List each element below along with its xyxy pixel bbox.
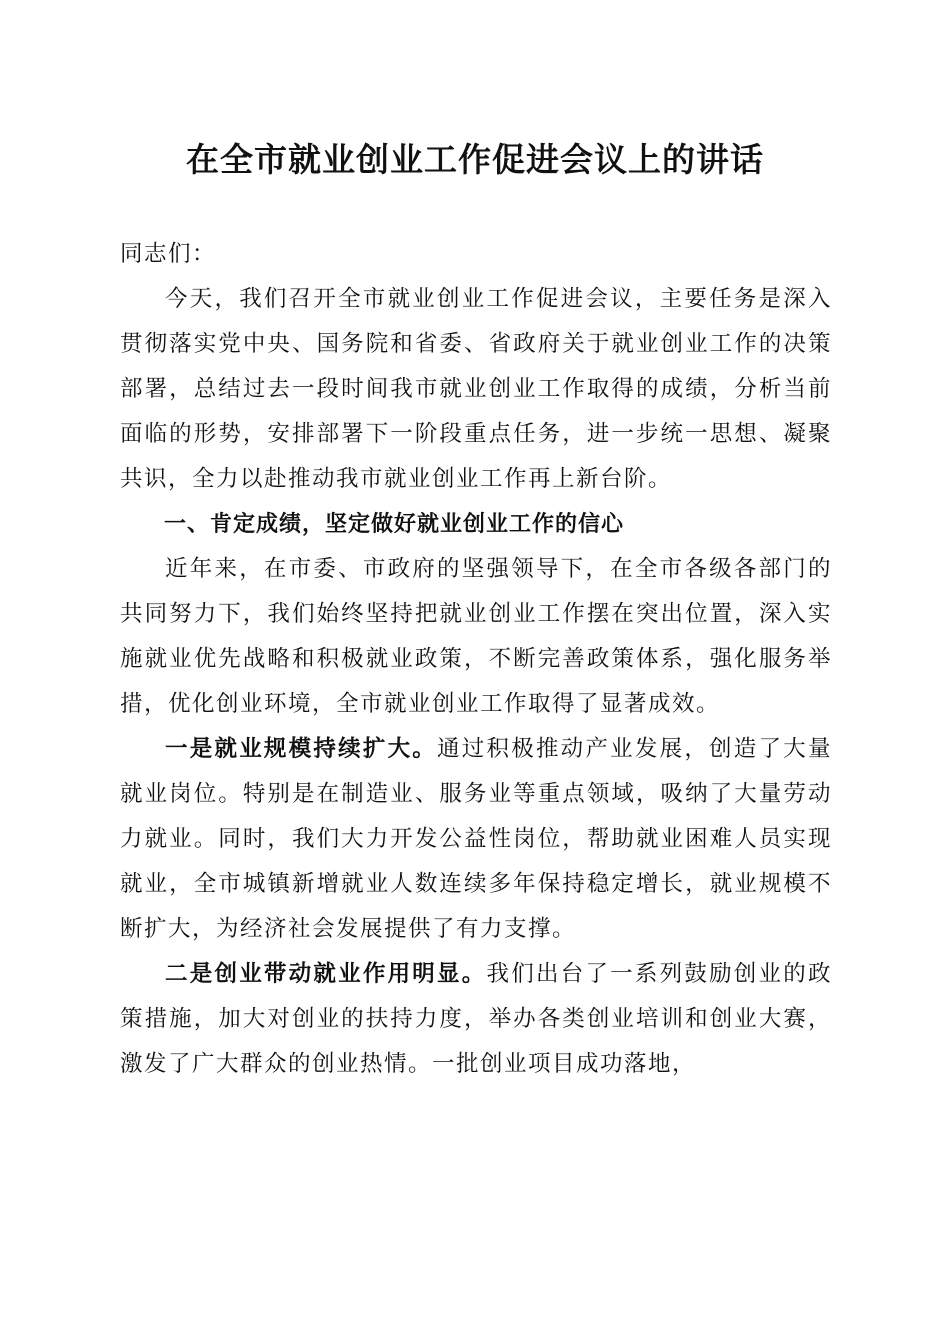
point-text-2: 我们出台了一系列鼓励创业的政策措施，加大对创业的扶持力度，举办各类创业培训和创业大赛，激发了广大群众的创业热情。一批创业项目成功落地， <box>120 961 832 1077</box>
point-paragraph-2 <box>120 952 832 1087</box>
point-lead-2: 二是创业带动就业作用明显。 <box>165 961 487 987</box>
salutation: 同志们： <box>120 241 217 267</box>
document-body <box>120 232 832 1087</box>
section-paragraph: 近年来，在市委、市政府的坚强领导下，在全市各级各部门的共同努力下，我们始终坚持把就业创业工作摆在突出位置，深入实施就业优先战略和积极就业政策，不断完善政策体系，强化服务举措，优化创业环境，全市就业创业工作取得了显著成效。 <box>120 556 832 717</box>
intro-paragraph: 今天，我们召开全市就业创业工作促进会议，主要任务是深入贯彻落实党中央、国务院和省委、省政府关于就业创业工作的决策部署，总结过去一段时间我市就业创业工作取得的成绩，分析当前面临的形势，安排部署下一阶段重点任务，进一步统一思想、凝聚共识，全力以赴推动我市就业创业工作再上新台阶。 <box>120 286 832 492</box>
point-text-1: 通过积极推动产业发展，创造了大量就业岗位。特别是在制造业、服务业等重点领域，吸纳了大量劳动力就业。同时，我们大力开发公益性岗位，帮助就业困难人员实现就业，全市城镇新增就业人数连续多年保持稳定增长，就业规模不断扩大，为经济社会发展提供了有力支撑。 <box>120 736 832 942</box>
point-lead-1: 一是就业规模持续扩大。 <box>165 736 438 762</box>
point-paragraph-1 <box>120 727 832 952</box>
page-title: 在全市就业创业工作促进会议上的讲话 <box>186 140 764 179</box>
section-heading: 一、肯定成绩，坚定做好就业创业工作的信心 <box>164 512 625 537</box>
